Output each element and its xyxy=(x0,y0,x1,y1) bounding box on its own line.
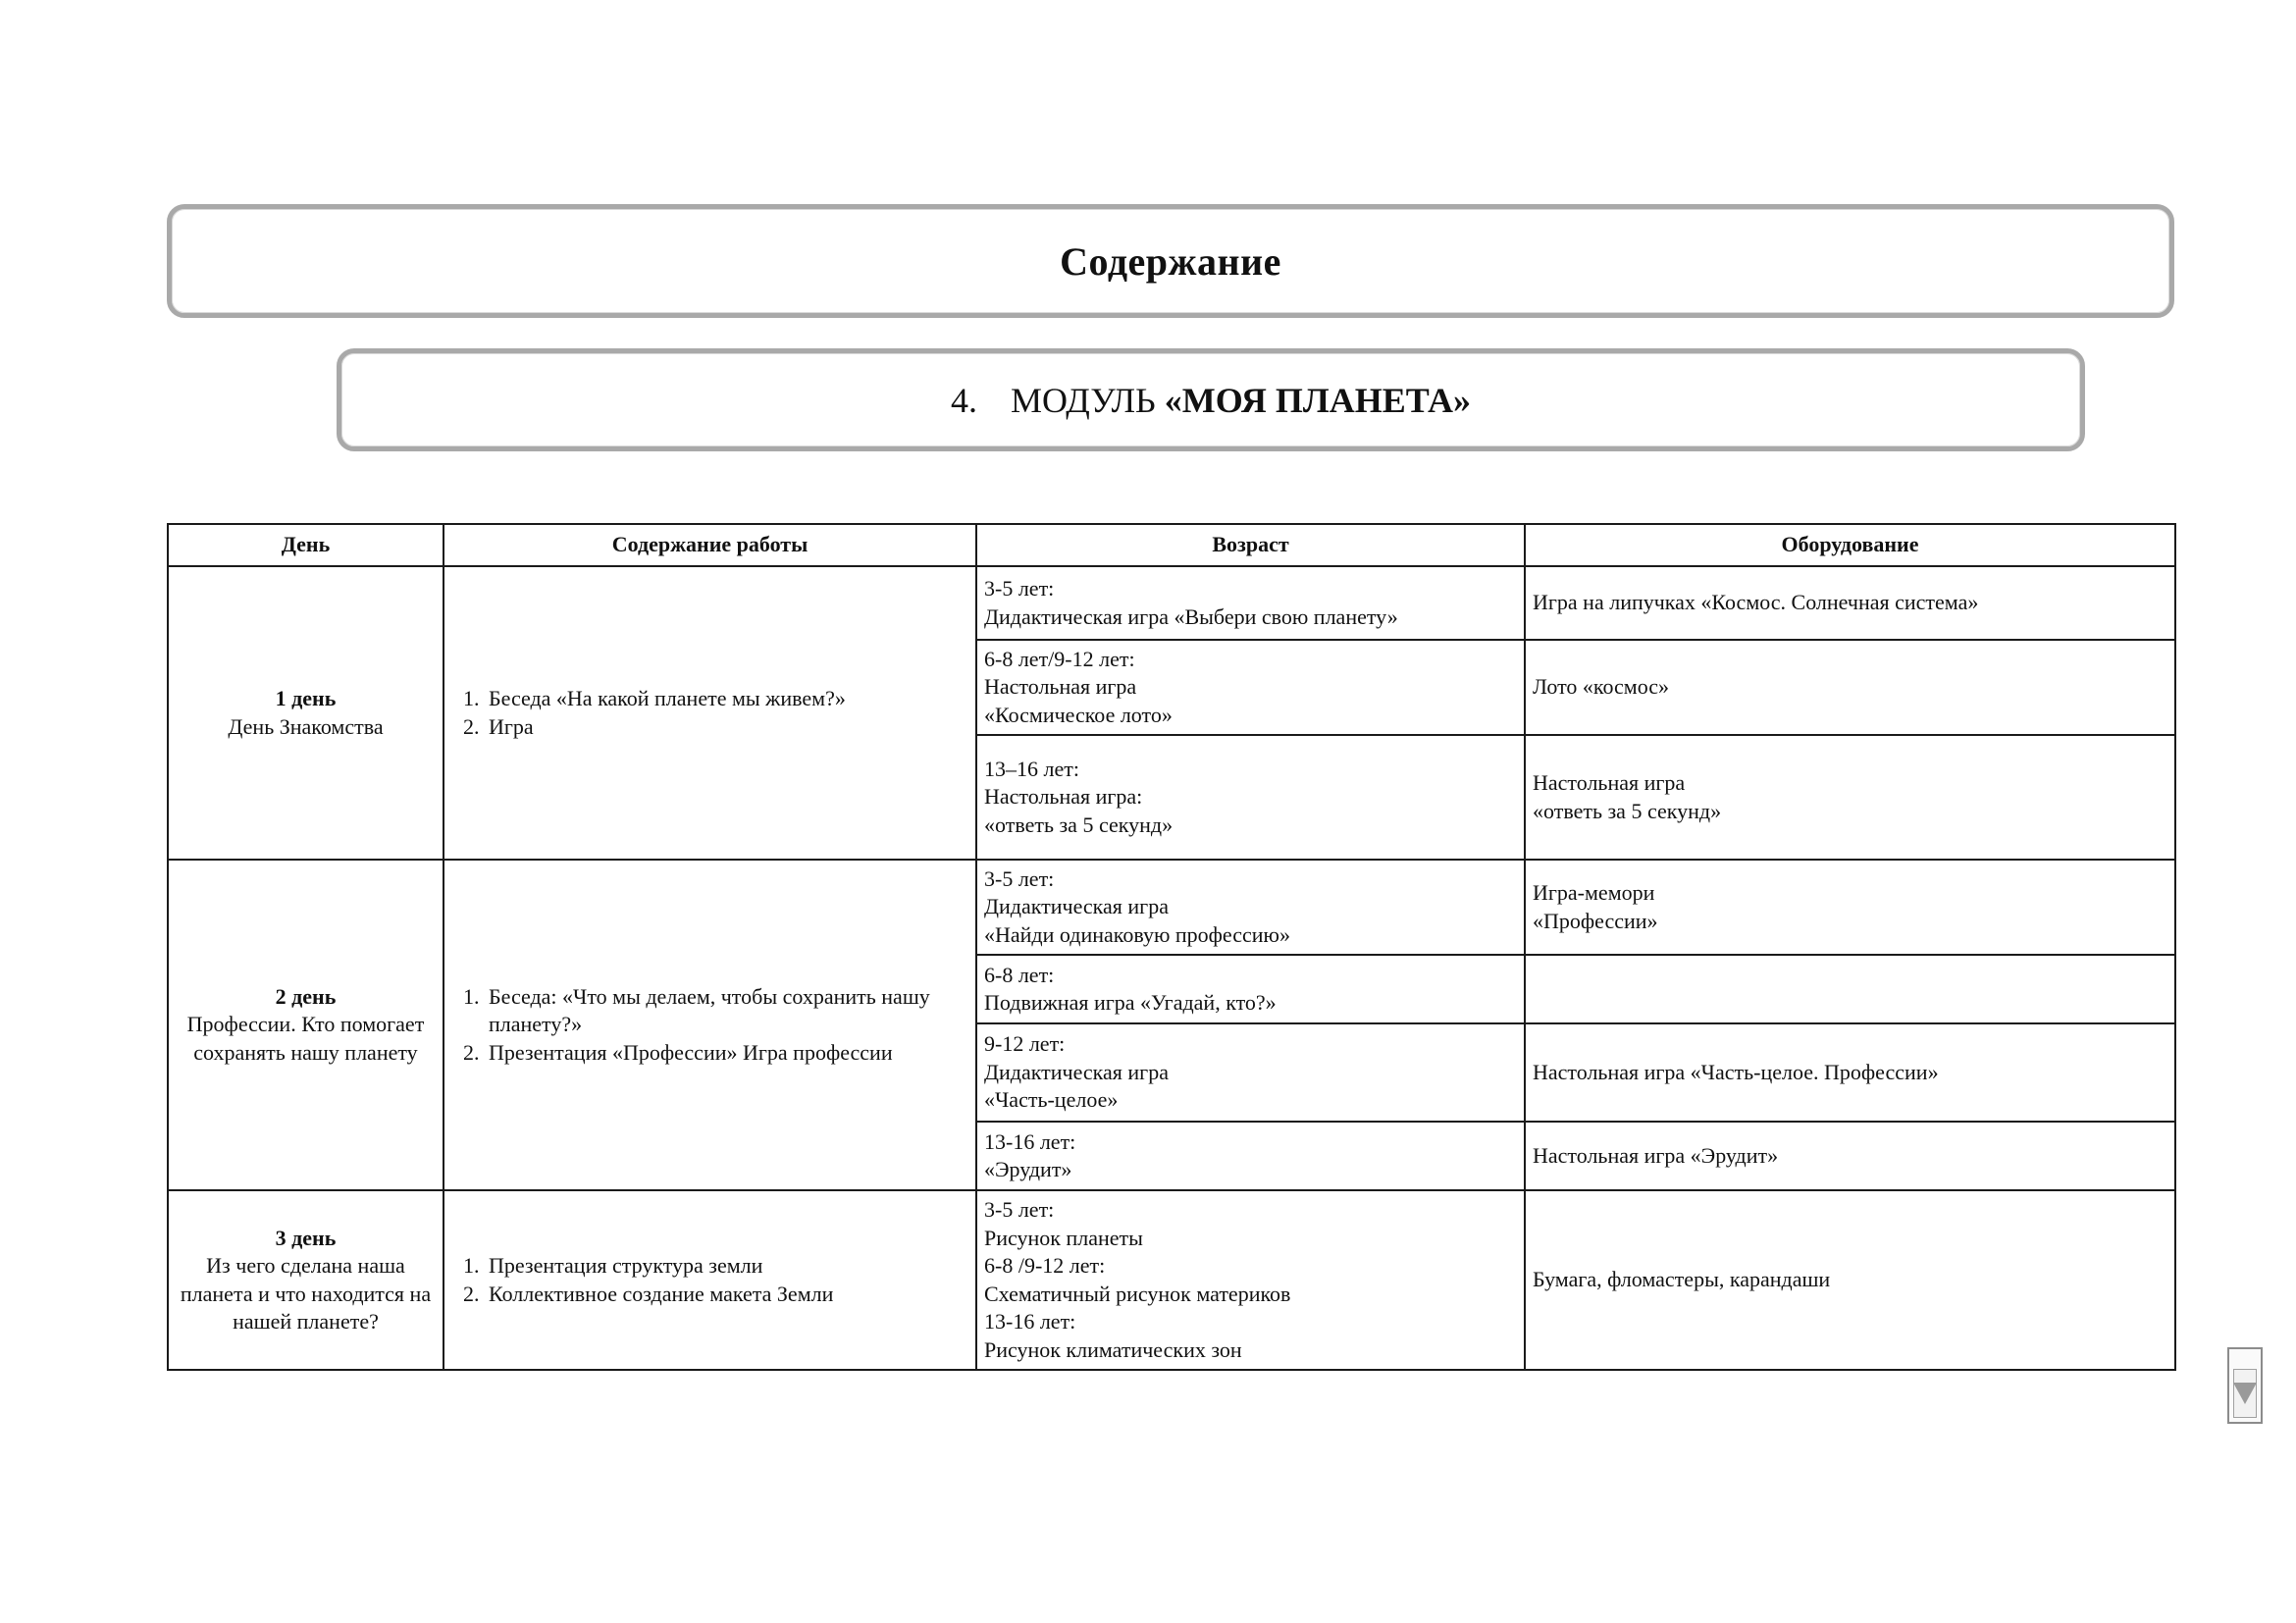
day-label: 1 день xyxy=(275,686,337,710)
day-label: 3 день xyxy=(275,1225,337,1250)
plan-table-body xyxy=(168,566,2175,1370)
age-line: 3-5 лет: xyxy=(984,576,1055,601)
age-cell xyxy=(976,1023,1525,1122)
age-cell xyxy=(976,640,1525,735)
equipment-cell xyxy=(1525,1023,2175,1122)
title-frame xyxy=(167,204,2174,318)
age-line: «Эрудит» xyxy=(984,1157,1072,1181)
age-line: Дидактическая игра «Выбери свою планету» xyxy=(984,603,1398,629)
age-line: 13-16 лет: xyxy=(984,1309,1076,1334)
content-list xyxy=(451,983,968,1068)
module-name: «МОЯ ПЛАНЕТА» xyxy=(1164,380,1471,420)
age-line: «ответь за 5 секунд» xyxy=(984,812,1174,837)
equipment-line: Лото «космос» xyxy=(1533,674,1670,700)
module-prefix: МОДУЛЬ xyxy=(1011,380,1156,420)
module-frame xyxy=(337,348,2085,451)
day-title: День Знакомства xyxy=(228,713,384,739)
age-line: 3-5 лет: xyxy=(984,1197,1055,1222)
content-list xyxy=(451,1252,968,1308)
age-line: Настольная игра xyxy=(984,674,1137,700)
content-cell xyxy=(444,860,976,1190)
column-header-content: Содержание работы xyxy=(444,524,976,566)
equipment-cell xyxy=(1525,1122,2175,1190)
equipment-line: Настольная игра «Часть-целое. Профессии» xyxy=(1533,1059,1939,1084)
age-line: 13–16 лет: xyxy=(984,756,1079,781)
age-line: Дидактическая игра xyxy=(984,894,1169,919)
content-item: 1. Беседа «На какой планете мы живем?» xyxy=(485,685,968,713)
age-cell xyxy=(976,735,1525,860)
equipment-cell xyxy=(1525,735,2175,860)
equipment-line: «Профессии» xyxy=(1533,908,1658,933)
age-line: «Космическое лото» xyxy=(984,702,1173,727)
day-title: Профессии. Кто помогает сохранять нашу планету xyxy=(186,1012,425,1065)
age-line: 6-8 /9-12 лет: xyxy=(984,1253,1106,1278)
column-header-day: День xyxy=(168,524,444,566)
equipment-cell xyxy=(1525,640,2175,735)
equipment-cell xyxy=(1525,955,2175,1023)
content-item: 2. Презентация «Профессии» Игра профессии xyxy=(485,1039,968,1068)
age-cell xyxy=(976,566,1525,640)
content-item: 2. Игра xyxy=(485,713,968,742)
day-title: Из чего сделана наша планета и что находится на нашей планете? xyxy=(180,1253,432,1334)
age-line: «Часть-целое» xyxy=(984,1087,1119,1113)
age-cell xyxy=(976,955,1525,1023)
day-cell xyxy=(168,566,444,860)
table-row xyxy=(168,566,2175,640)
content-item: 1. Беседа: «Что мы делаем, чтобы сохранить нашу планету?» xyxy=(485,983,968,1039)
age-line: 6-8 лет/9-12 лет: xyxy=(984,646,1135,671)
module-number: 4. xyxy=(951,380,977,420)
equipment-line: Игра-мемори xyxy=(1533,880,1655,905)
equipment-line: Настольная игра xyxy=(1533,770,1686,795)
module-heading xyxy=(951,380,1471,421)
equipment-cell xyxy=(1525,1190,2175,1370)
age-cell xyxy=(976,1190,1525,1370)
age-line: Настольная игра: xyxy=(984,784,1143,810)
content-list xyxy=(451,685,968,741)
age-cell xyxy=(976,1122,1525,1190)
age-cell xyxy=(976,860,1525,955)
scroll-down-inner xyxy=(2233,1369,2257,1418)
page-title: Содержание xyxy=(1060,238,1281,284)
age-line: Дидактическая игра xyxy=(984,1059,1169,1084)
age-line: Подвижная игра «Угадай, кто?» xyxy=(984,990,1277,1015)
column-header-equipment: Оборудование xyxy=(1525,524,2175,566)
table-row xyxy=(168,1190,2175,1370)
scroll-down-button[interactable] xyxy=(2227,1347,2263,1424)
content-item: 2. Коллективное создание макета Земли xyxy=(485,1281,968,1309)
age-line: 9-12 лет: xyxy=(984,1031,1066,1057)
equipment-line: Настольная игра «Эрудит» xyxy=(1533,1142,1779,1168)
table-row xyxy=(168,860,2175,955)
day-label: 2 день xyxy=(275,983,337,1009)
age-line: Схематичный рисунок материков xyxy=(984,1281,1291,1306)
equipment-line: Бумага, фломастеры, карандаши xyxy=(1533,1267,1831,1292)
day-cell xyxy=(168,1190,444,1370)
content-item: 1. Презентация структура земли xyxy=(485,1252,968,1281)
content-cell xyxy=(444,566,976,860)
equipment-cell xyxy=(1525,860,2175,955)
table-header-row xyxy=(168,524,2175,566)
age-line: Рисунок климатических зон xyxy=(984,1336,1242,1362)
column-header-age: Возраст xyxy=(976,524,1525,566)
content-cell xyxy=(444,1190,976,1370)
equipment-line: «ответь за 5 секунд» xyxy=(1533,798,1722,823)
arrow-down-icon xyxy=(2233,1383,2257,1404)
day-cell xyxy=(168,860,444,1190)
age-line: «Найди одинаковую профессию» xyxy=(984,921,1290,947)
equipment-cell xyxy=(1525,566,2175,640)
plan-table xyxy=(167,523,2176,1371)
equipment-line: Игра на липучках «Космос. Солнечная система» xyxy=(1533,590,1979,615)
age-line: 6-8 лет: xyxy=(984,962,1055,987)
age-line: 13-16 лет: xyxy=(984,1128,1076,1154)
age-line: 3-5 лет: xyxy=(984,865,1055,891)
age-line: Рисунок планеты xyxy=(984,1225,1143,1250)
